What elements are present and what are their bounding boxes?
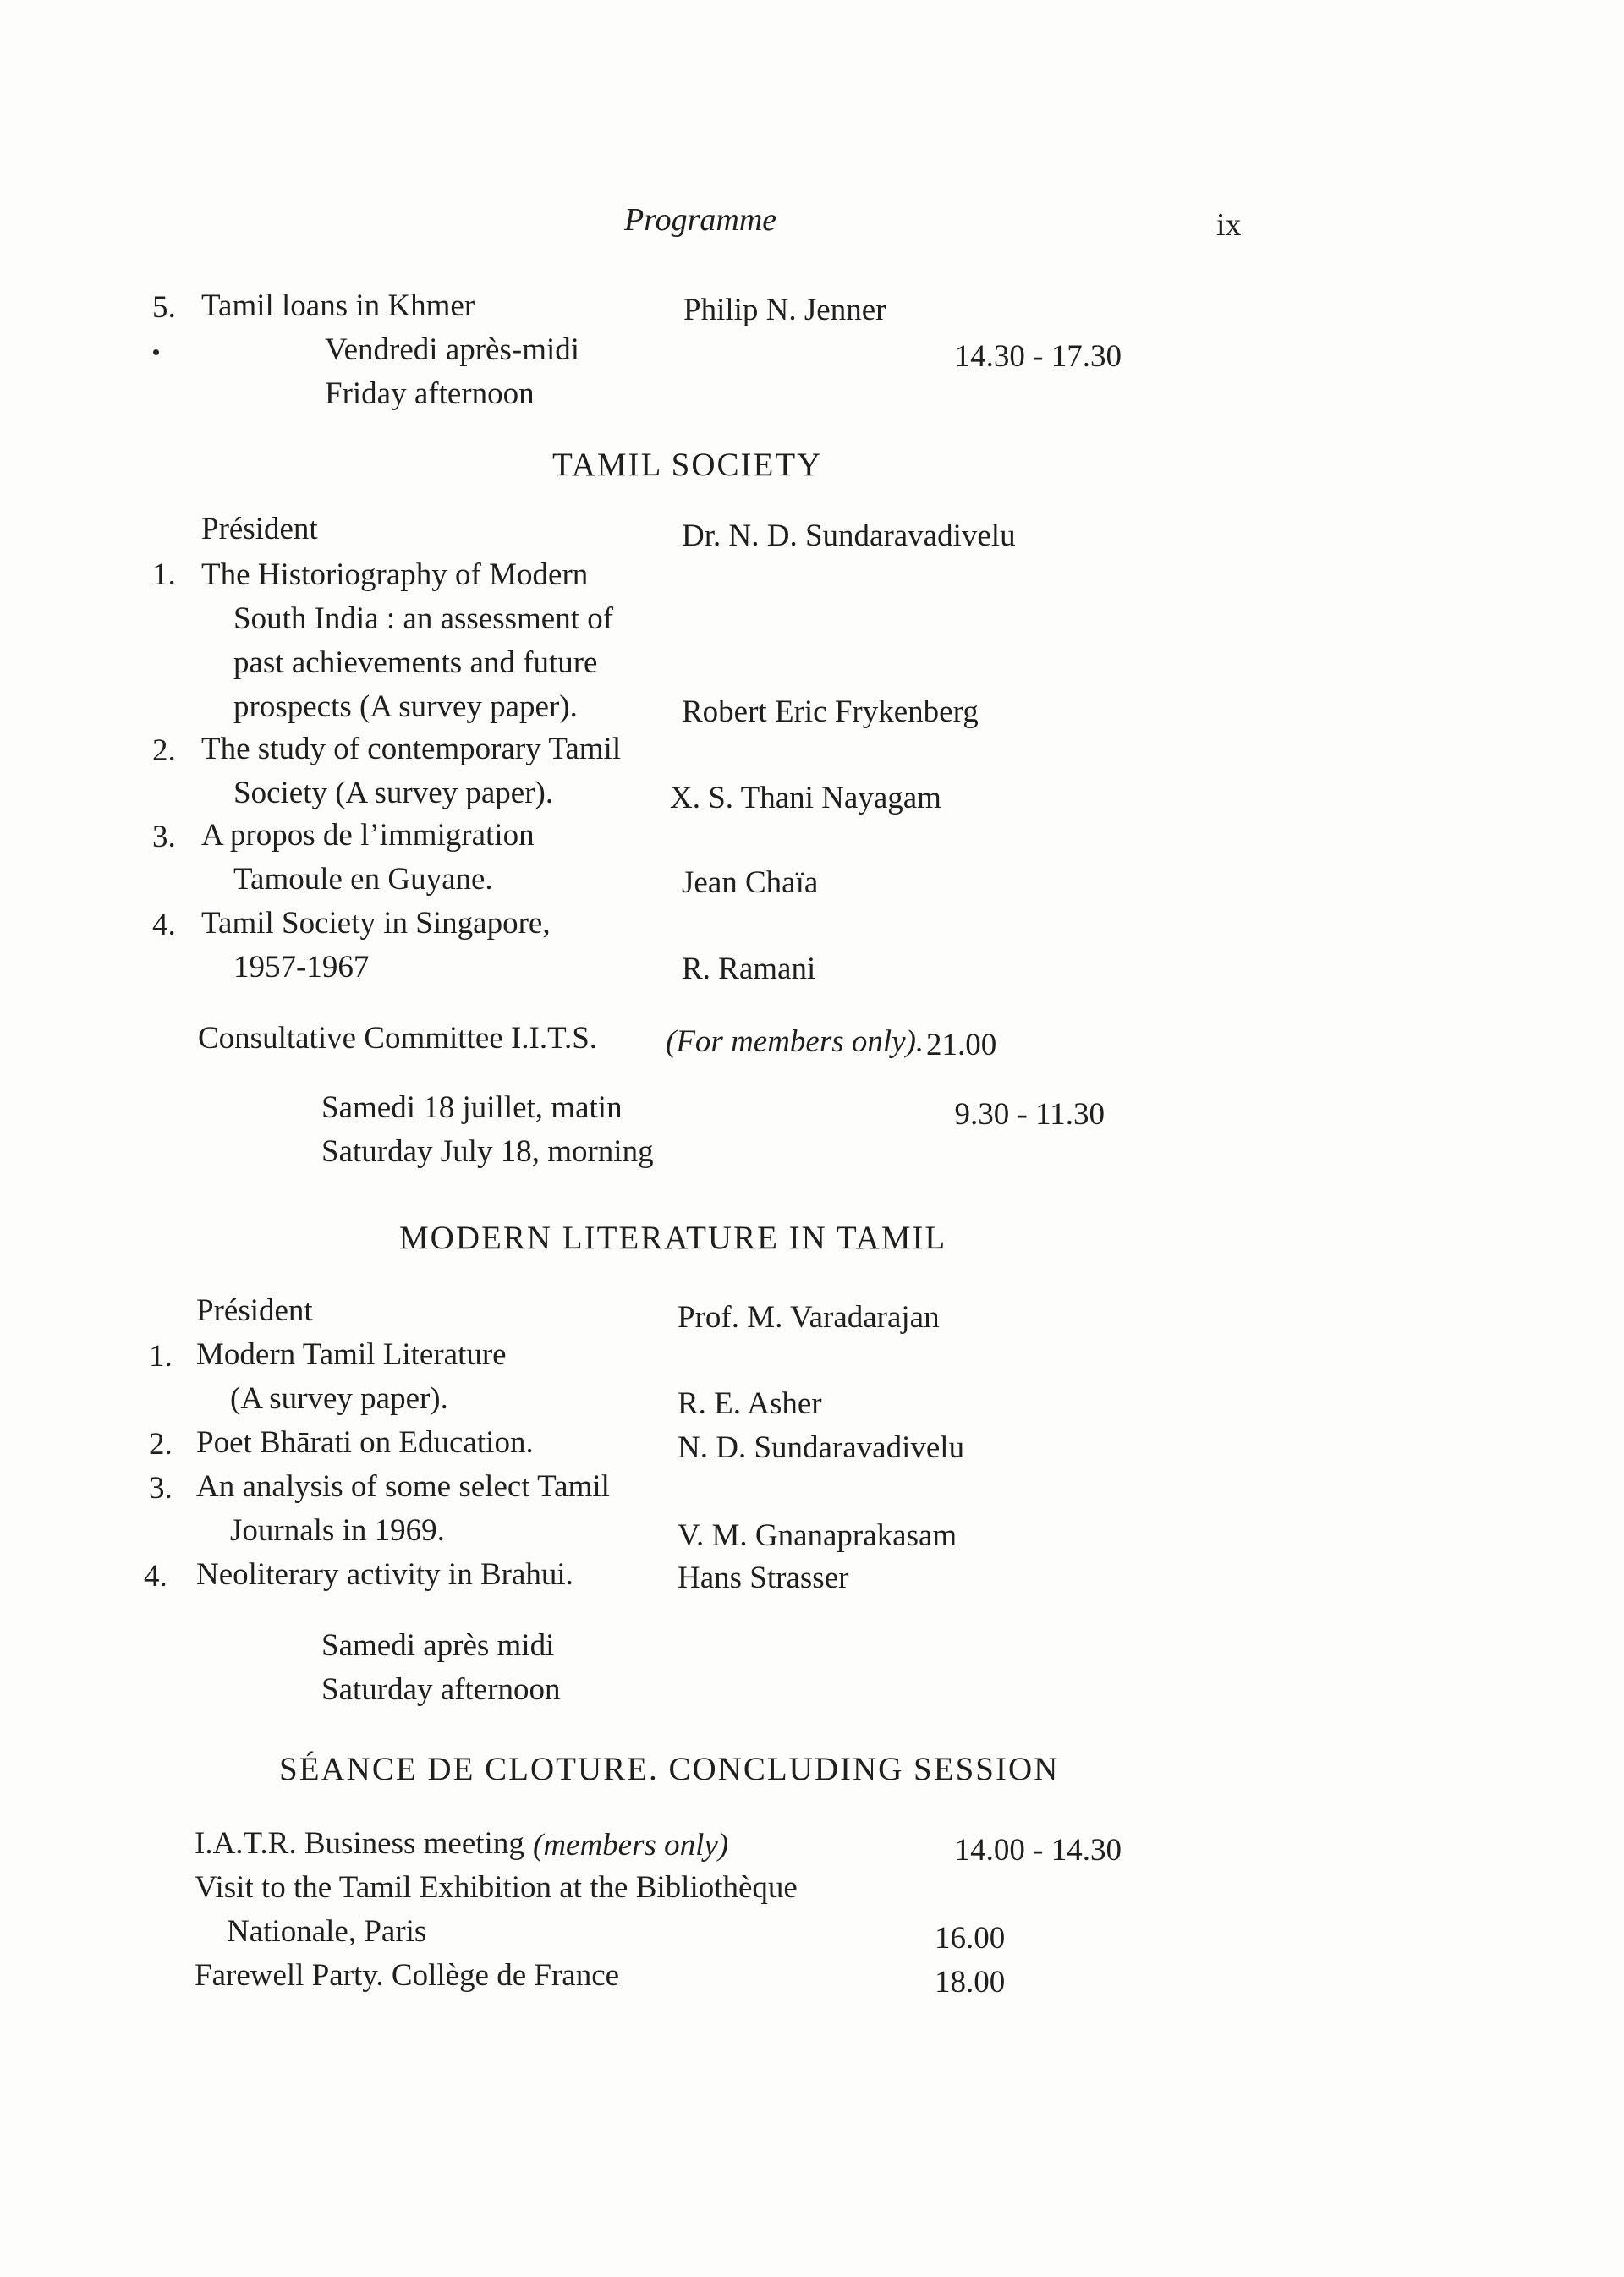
paper-author: Philip N. Jenner	[683, 293, 886, 327]
paper-title-line: A propos de l’immigration	[201, 818, 535, 853]
paper-title-line: past achievements and future	[233, 645, 598, 680]
committee-note: (For members only).	[666, 1024, 924, 1059]
paper-title-line: South India : an assessment of	[233, 601, 614, 636]
closing-time: 18.00	[935, 1965, 1006, 2000]
session-day-fr: Samedi après midi	[321, 1628, 555, 1663]
section-heading: MODERN LITERATURE IN TAMIL	[399, 1220, 947, 1256]
item-number: 5.	[152, 290, 176, 325]
paper-title-line: Journals in 1969.	[230, 1513, 445, 1548]
page-number: ix	[1216, 207, 1242, 243]
closing-item-line: Visit to the Tamil Exhibition at the Bibliothèque	[195, 1870, 798, 1905]
session-day-en: Saturday July 18, morning	[321, 1134, 654, 1169]
paper-author: V. M. Gnanaprakasam	[678, 1518, 957, 1553]
paper-title-line: 1957-1967	[233, 950, 370, 985]
paper-title-line: (A survey paper).	[230, 1381, 448, 1416]
president-name: Prof. M. Varadarajan	[678, 1300, 940, 1335]
paper-title-line: An analysis of some select Tamil	[196, 1469, 610, 1504]
item-number: 1.	[152, 557, 176, 592]
paper-title-line: Neoliterary activity in Brahui.	[196, 1557, 573, 1592]
session-day-en: Friday afternoon	[325, 376, 535, 411]
closing-item: I.A.T.R. Business meeting	[195, 1826, 524, 1861]
paper-title-line: Society (A survey paper).	[233, 776, 554, 810]
paper-title-line: Poet Bhārati on Education.	[196, 1425, 534, 1460]
paper-title-line: prospects (A survey paper).	[233, 689, 578, 724]
paper-title-line: The study of contemporary Tamil	[201, 732, 622, 766]
paper-author: X. S. Thani Nayagam	[670, 781, 941, 815]
bullet-mark	[153, 349, 159, 355]
committee-time: 21.00	[926, 1028, 997, 1062]
item-number: 3.	[152, 820, 176, 854]
closing-time: 14.00 - 14.30	[954, 1833, 1122, 1868]
president-label: Président	[201, 512, 318, 546]
item-number: 4.	[144, 1559, 167, 1594]
session-day-en: Saturday afternoon	[321, 1672, 561, 1707]
item-number: 4.	[152, 908, 176, 942]
paper-title-line: Modern Tamil Literature	[196, 1337, 507, 1372]
section-heading: TAMIL SOCIETY	[552, 447, 823, 483]
paper-author: R. E. Asher	[678, 1386, 822, 1421]
session-day-fr: Vendredi après-midi	[325, 332, 580, 367]
item-number: 3.	[149, 1471, 173, 1506]
item-number: 2.	[152, 733, 176, 768]
session-day-fr: Samedi 18 juillet, matin	[321, 1090, 623, 1125]
closing-item: Farewell Party. Collège de France	[195, 1958, 620, 1993]
paper-author: Hans Strasser	[678, 1561, 849, 1595]
paper-title-line: Tamil Society in Singapore,	[201, 906, 551, 941]
paper-author: N. D. Sundaravadivelu	[678, 1430, 965, 1465]
paper-title: Tamil loans in Khmer	[201, 288, 475, 323]
session-time: 14.30 - 17.30	[954, 339, 1122, 374]
closing-item-line: Nationale, Paris	[227, 1914, 427, 1949]
item-number: 2.	[149, 1427, 173, 1462]
president-name: Dr. N. D. Sundaravadivelu	[682, 518, 1016, 553]
committee-text: Consultative Committee I.I.T.S.	[198, 1021, 598, 1056]
closing-note: (members only)	[533, 1828, 729, 1863]
paper-author: Jean Chaïa	[682, 865, 819, 900]
paper-author: R. Ramani	[682, 952, 816, 986]
running-title: Programme	[624, 202, 777, 238]
paper-title-line: Tamoule en Guyane.	[233, 862, 493, 897]
item-number: 1.	[149, 1339, 173, 1374]
session-time: 9.30 - 11.30	[954, 1097, 1105, 1132]
section-heading: SÉANCE DE CLOTURE. CONCLUDING SESSION	[279, 1751, 1060, 1787]
paper-title-line: The Historiography of Modern	[201, 557, 589, 592]
paper-author: Robert Eric Frykenberg	[682, 694, 979, 729]
closing-time: 16.00	[935, 1921, 1006, 1956]
president-label: Président	[196, 1293, 313, 1328]
